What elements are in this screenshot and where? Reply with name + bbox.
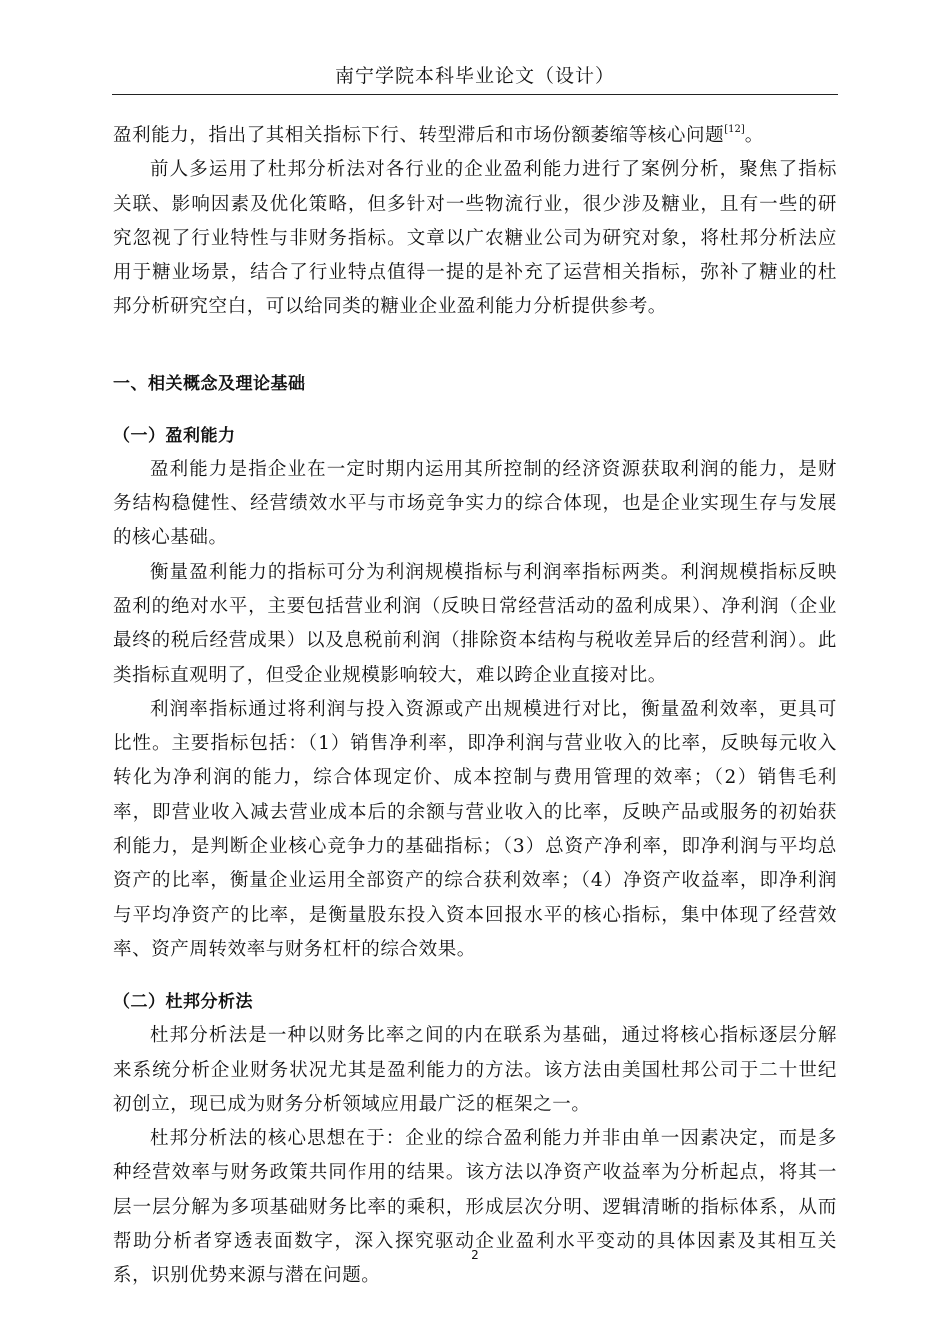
subsection-heading-profitability: （一）盈利能力 [113,425,236,446]
section-heading: 一、相关概念及理论基础 [113,373,306,394]
header-title: 南宁学院本科毕业论文（设计） [334,65,615,87]
paragraph-profitability-definition: 盈利能力是指企业在一定时期内运用其所控制的经济资源获取利润的能力，是财务结构稳健性、经营绩效水平与市场竞争实力的综合体现，也是企业实现生存与发展的核心基础。 [113,458,837,549]
paragraph-dupont-definition: 杜邦分析法是一种以财务比率之间的内在联系为基础，通过将核心指标逐层分解来系统分析企业财务状况尤其是盈利能力的方法。该方法由美国杜邦公司于二十世纪初创立，现已成为财务分析领域应用最广泛的框架之一。 [113,1025,837,1115]
paragraph-literature-summary: 前人多运用了杜邦分析法对各行业的企业盈利能力进行了案例分析，聚焦了指标关联、影响因素及优化策略，但多针对一些物流行业，很少涉及糖业，且有一些的研究忽视了行业特性与非财务指标。文章以广农糖业公司为研究对象，将杜邦分析法应用于糖业场景，结合了行业特点值得一提的是补充了运营相关指标，弥补了糖业的杜邦分析研究空白，可以给同类的糖业企业盈利能力分析提供参考。 [113,159,837,318]
paragraph-text: 盈利能力，指出了其相关指标下行、转型滞后和市场份额萎缩等核心问题 [113,125,725,146]
document-body [113,113,837,1294]
paragraph-end-punctuation: 。 [744,125,764,146]
subsection-heading-dupont: （二）杜邦分析法 [113,992,253,1013]
page-header [112,58,838,95]
page-number: 2 [471,1248,479,1262]
paragraph-profit-ratio-indicators: 利润率指标通过将利润与投入资源或产出规模进行对比，衡量盈利效率，更具可比性。主要指标包括：（1）销售净利率，即净利润与营业收入的比率，反映每元收入转化为净利润的能力，综合体现定价、成本控制与费用管理的效率；（2）销售毛利率，即营业收入减去营业成本后的余额与营业收入的比率，反映产品或服务的初始获利能力，是判断企业核心竞争力的基础指标；（3）总资产净利率，即净利润与平均总资产的比率，衡量企业运用全部资产的综合获利效率；（4）净资产收益率，即净利润与平均净资产的比率，是衡量股东投入资本回报水平的核心指标，集中体现了经营效率、资产周转效率与财务杠杆的综合效果。 [113,698,837,960]
paragraph-profit-scale-indicators: 衡量盈利能力的指标可分为利润规模指标与利润率指标两类。利润规模指标反映盈利的绝对水平，主要包括营业利润（反映日常经营活动的盈利成果）、净利润（企业最终的税后经营成果）以及息税前利润（排除资本结构与税收差异后的经营利润）。此类指标直观明了，但受企业规模影响较大，难以跨企业直接对比。 [113,561,837,686]
citation-marker: [12] [724,124,745,135]
paragraph-continuation [113,113,837,153]
paragraph-dupont-core-idea: 杜邦分析法的核心思想在于：企业的综合盈利能力并非由单一因素决定，而是多种经营效率与财务政策共同作用的结果。该方法以净资产收益率为分析起点，将其一层一层分解为多项基础财务比率的乘积，形成层次分明、逻辑清晰的指标体系，从而帮助分析者穿透表面数字，深入探究驱动企业盈利水平变动的具体因素及其相互关系，识别优势来源与潜在问题。 [113,1128,837,1287]
